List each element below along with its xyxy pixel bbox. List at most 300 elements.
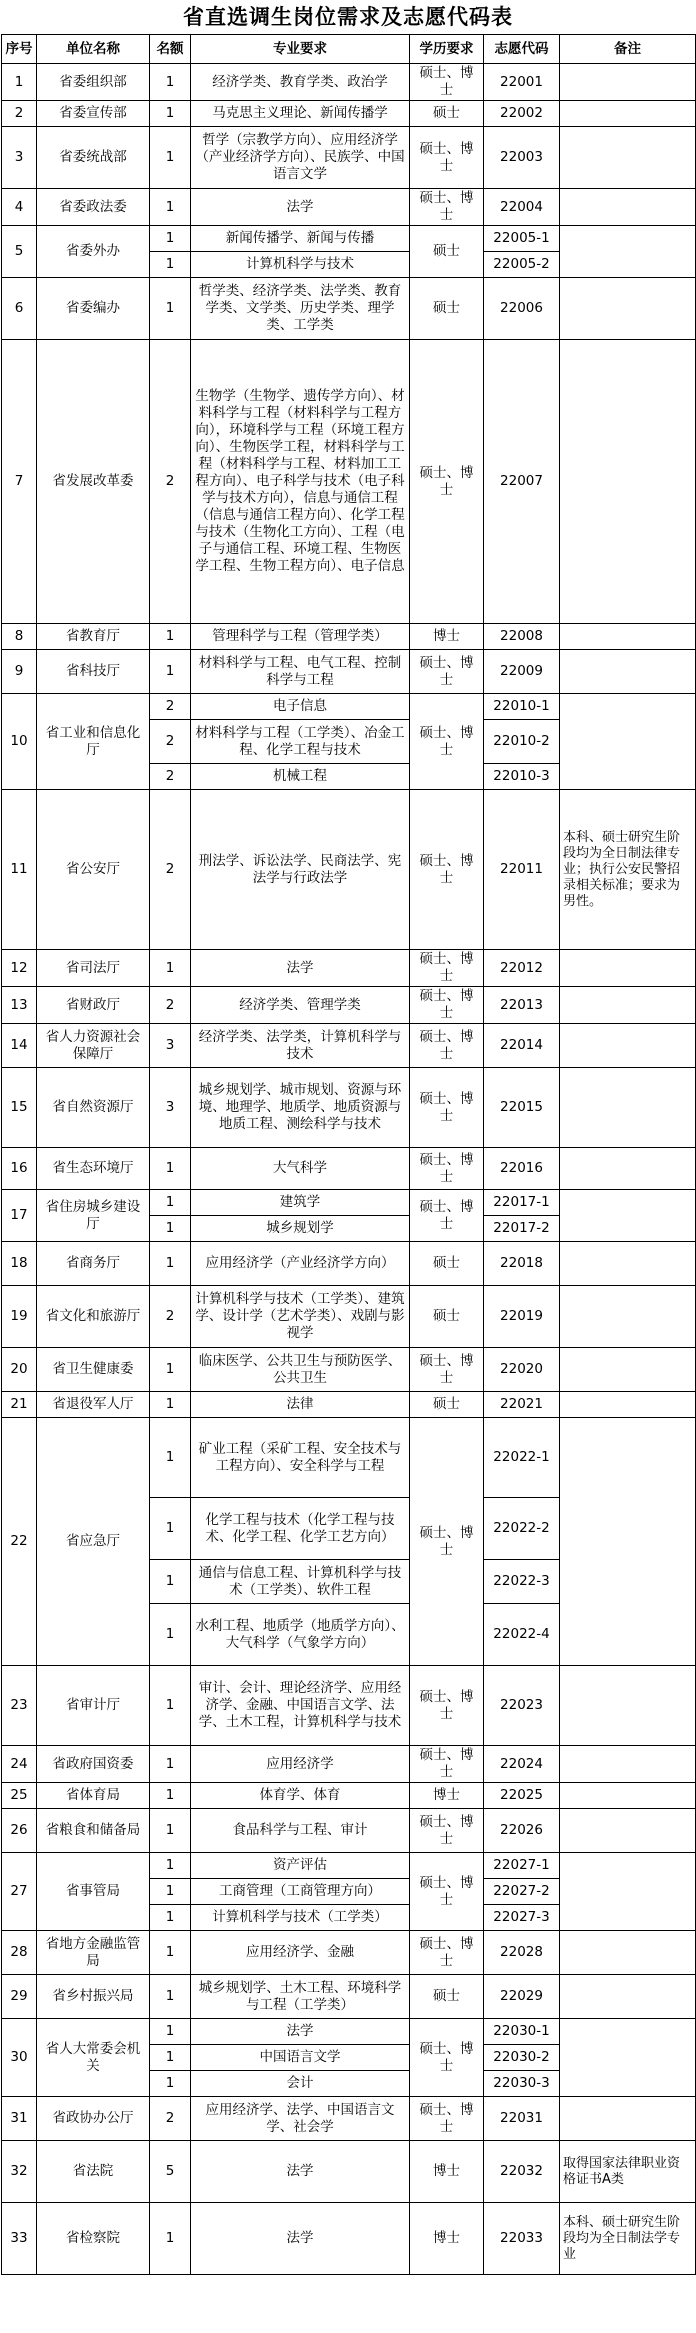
cell-major: 应用经济学（产业经济学方向） bbox=[191, 1242, 410, 1286]
cell-code: 22005-1 bbox=[484, 226, 560, 252]
cell-quota: 1 bbox=[150, 127, 191, 189]
cell-major: 应用经济学、法学、中国语言文学、社会学 bbox=[191, 2097, 410, 2141]
cell-quota: 1 bbox=[150, 650, 191, 694]
cell-note bbox=[560, 127, 696, 189]
cell-quota: 1 bbox=[150, 1905, 191, 1931]
cell-code: 22008 bbox=[484, 624, 560, 650]
cell-major: 计算机科学与技术 bbox=[191, 252, 410, 278]
cell-no: 26 bbox=[2, 1809, 37, 1853]
cell-major: 生物学（生物学、遗传学方向）、材料科学与工程（材料科学与工程方向），环境科学与工程（环境工程方向）、生物医学工程，材料科学与工程（材料科学与工程、材料加工工程方向）、电子科学与技术（电子科学与技术方向），信息与通信工程（信息与通信工程方向）、化学工程与技术（生物化工方向）、工程（电子与通信工程、环境工程、生物医学工程、生物工程方向）、电子信息 bbox=[191, 340, 410, 624]
cell-quota: 1 bbox=[150, 1853, 191, 1879]
cell-no: 14 bbox=[2, 1024, 37, 1068]
table-row bbox=[2, 1286, 696, 1348]
cell-no: 28 bbox=[2, 1931, 37, 1975]
cell-unit: 省工业和信息化厅 bbox=[37, 694, 150, 790]
cell-major: 机械工程 bbox=[191, 764, 410, 790]
cell-note bbox=[560, 950, 696, 987]
cell-unit: 省地方金融监管局 bbox=[37, 1931, 150, 1975]
table-row bbox=[2, 1068, 696, 1148]
cell-degree: 硕士、博士 bbox=[410, 1666, 484, 1746]
cell-degree: 硕士 bbox=[410, 1286, 484, 1348]
cell-quota: 2 bbox=[150, 764, 191, 790]
cell-unit: 省委编办 bbox=[37, 278, 150, 340]
cell-no: 19 bbox=[2, 1286, 37, 1348]
cell-degree: 硕士 bbox=[410, 1392, 484, 1418]
header-degree: 学历要求 bbox=[410, 35, 484, 64]
cell-unit: 省人力资源社会保障厅 bbox=[37, 1024, 150, 1068]
cell-note: 本科、硕士研究生阶段均为全日制法律专业；执行公安民警招录相关标准；要求为男性。 bbox=[560, 790, 696, 950]
cell-note: 取得国家法律职业资格证书A类 bbox=[560, 2141, 696, 2203]
cell-quota: 1 bbox=[150, 2203, 191, 2275]
cell-quota: 1 bbox=[150, 189, 191, 226]
cell-major: 经济学类、教育学类、政治学 bbox=[191, 64, 410, 101]
cell-unit: 省委组织部 bbox=[37, 64, 150, 101]
cell-degree: 博士 bbox=[410, 624, 484, 650]
cell-note bbox=[560, 226, 696, 278]
cell-code: 22005-2 bbox=[484, 252, 560, 278]
cell-quota: 1 bbox=[150, 101, 191, 127]
table-row bbox=[2, 278, 696, 340]
positions-table bbox=[1, 34, 696, 2275]
cell-note bbox=[560, 1024, 696, 1068]
cell-note bbox=[560, 189, 696, 226]
cell-quota: 1 bbox=[150, 1190, 191, 1216]
cell-major: 新闻传播学、新闻与传播 bbox=[191, 226, 410, 252]
cell-major: 法律 bbox=[191, 1392, 410, 1418]
header-no: 序号 bbox=[2, 35, 37, 64]
table-row bbox=[2, 624, 696, 650]
cell-code: 22021 bbox=[484, 1392, 560, 1418]
cell-quota: 1 bbox=[150, 1148, 191, 1190]
cell-no: 16 bbox=[2, 1148, 37, 1190]
cell-code: 22007 bbox=[484, 340, 560, 624]
cell-major: 法学 bbox=[191, 189, 410, 226]
cell-quota: 1 bbox=[150, 1418, 191, 1498]
table-row bbox=[2, 1853, 696, 1879]
cell-code: 22020 bbox=[484, 1348, 560, 1392]
cell-note bbox=[560, 1148, 696, 1190]
cell-no: 3 bbox=[2, 127, 37, 189]
cell-quota: 3 bbox=[150, 1024, 191, 1068]
cell-quota: 2 bbox=[150, 720, 191, 764]
cell-note bbox=[560, 1975, 696, 2019]
cell-no: 2 bbox=[2, 101, 37, 127]
cell-quota: 1 bbox=[150, 1498, 191, 1560]
cell-major: 法学 bbox=[191, 2203, 410, 2275]
table-row bbox=[2, 2203, 696, 2275]
cell-no: 32 bbox=[2, 2141, 37, 2203]
cell-code: 22018 bbox=[484, 1242, 560, 1286]
header-note: 备注 bbox=[560, 35, 696, 64]
cell-note bbox=[560, 64, 696, 101]
cell-no: 1 bbox=[2, 64, 37, 101]
table-row bbox=[2, 2141, 696, 2203]
cell-no: 33 bbox=[2, 2203, 37, 2275]
cell-quota: 1 bbox=[150, 1560, 191, 1604]
cell-quota: 1 bbox=[150, 226, 191, 252]
cell-major: 食品科学与工程、审计 bbox=[191, 1809, 410, 1853]
cell-code: 22027-1 bbox=[484, 1853, 560, 1879]
cell-quota: 2 bbox=[150, 790, 191, 950]
cell-unit: 省生态环境厅 bbox=[37, 1148, 150, 1190]
cell-code: 22026 bbox=[484, 1809, 560, 1853]
cell-note bbox=[560, 1242, 696, 1286]
cell-degree: 硕士、博士 bbox=[410, 694, 484, 790]
cell-note bbox=[560, 1068, 696, 1148]
cell-major: 城乡规划学、土木工程、环境科学与工程（工学类） bbox=[191, 1975, 410, 2019]
cell-code: 22004 bbox=[484, 189, 560, 226]
cell-quota: 1 bbox=[150, 1216, 191, 1242]
cell-note bbox=[560, 278, 696, 340]
cell-code: 22009 bbox=[484, 650, 560, 694]
cell-no: 4 bbox=[2, 189, 37, 226]
cell-no: 21 bbox=[2, 1392, 37, 1418]
cell-note bbox=[560, 2097, 696, 2141]
cell-major: 计算机科学与技术（工学类）、建筑学、设计学（艺术学类）、戏剧与影视学 bbox=[191, 1286, 410, 1348]
cell-unit: 省发展改革委 bbox=[37, 340, 150, 624]
cell-quota: 3 bbox=[150, 1068, 191, 1148]
table-row bbox=[2, 340, 696, 624]
cell-unit: 省政府国资委 bbox=[37, 1746, 150, 1783]
cell-code: 22010-1 bbox=[484, 694, 560, 720]
cell-unit: 省科技厅 bbox=[37, 650, 150, 694]
cell-code: 22010-3 bbox=[484, 764, 560, 790]
cell-major: 水利工程、地质学（地质学方向）、大气科学（气象学方向） bbox=[191, 1604, 410, 1666]
cell-degree: 硕士、博士 bbox=[410, 1024, 484, 1068]
table-row bbox=[2, 1190, 696, 1216]
cell-note bbox=[560, 1190, 696, 1242]
cell-quota: 1 bbox=[150, 64, 191, 101]
cell-note bbox=[560, 2019, 696, 2097]
cell-quota: 2 bbox=[150, 2097, 191, 2141]
cell-degree: 硕士 bbox=[410, 1242, 484, 1286]
cell-major: 法学 bbox=[191, 950, 410, 987]
cell-no: 29 bbox=[2, 1975, 37, 2019]
cell-note bbox=[560, 1418, 696, 1666]
cell-unit: 省公安厅 bbox=[37, 790, 150, 950]
cell-degree: 硕士、博士 bbox=[410, 790, 484, 950]
cell-quota: 2 bbox=[150, 694, 191, 720]
table-row bbox=[2, 950, 696, 987]
cell-degree: 硕士、博士 bbox=[410, 1348, 484, 1392]
cell-degree: 硕士、博士 bbox=[410, 650, 484, 694]
cell-degree: 硕士、博士 bbox=[410, 1931, 484, 1975]
cell-quota: 1 bbox=[150, 2045, 191, 2071]
table-row bbox=[2, 1348, 696, 1392]
cell-code: 22014 bbox=[484, 1024, 560, 1068]
cell-code: 22028 bbox=[484, 1931, 560, 1975]
cell-code: 22027-3 bbox=[484, 1905, 560, 1931]
cell-note bbox=[560, 624, 696, 650]
table-row bbox=[2, 987, 696, 1024]
table-row bbox=[2, 1148, 696, 1190]
cell-code: 22030-1 bbox=[484, 2019, 560, 2045]
cell-quota: 1 bbox=[150, 1975, 191, 2019]
cell-major: 经济学类、法学类，计算机科学与技术 bbox=[191, 1024, 410, 1068]
cell-major: 计算机科学与技术（工学类） bbox=[191, 1905, 410, 1931]
cell-no: 20 bbox=[2, 1348, 37, 1392]
cell-degree: 硕士 bbox=[410, 101, 484, 127]
cell-major: 体育学、体育 bbox=[191, 1783, 410, 1809]
page-title: 省直选调生岗位需求及志愿代码表 bbox=[183, 5, 513, 29]
cell-major: 马克思主义理论、新闻传播学 bbox=[191, 101, 410, 127]
cell-no: 25 bbox=[2, 1783, 37, 1809]
cell-code: 22023 bbox=[484, 1666, 560, 1746]
table-row bbox=[2, 1392, 696, 1418]
cell-note bbox=[560, 1746, 696, 1783]
cell-note bbox=[560, 694, 696, 790]
cell-code: 22032 bbox=[484, 2141, 560, 2203]
cell-no: 15 bbox=[2, 1068, 37, 1148]
cell-code: 22011 bbox=[484, 790, 560, 950]
cell-unit: 省文化和旅游厅 bbox=[37, 1286, 150, 1348]
table-row bbox=[2, 694, 696, 720]
cell-unit: 省检察院 bbox=[37, 2203, 150, 2275]
cell-quota: 2 bbox=[150, 987, 191, 1024]
cell-quota: 1 bbox=[150, 950, 191, 987]
cell-no: 7 bbox=[2, 340, 37, 624]
cell-degree: 硕士 bbox=[410, 226, 484, 278]
table-row bbox=[2, 1242, 696, 1286]
cell-degree: 硕士 bbox=[410, 278, 484, 340]
cell-note bbox=[560, 987, 696, 1024]
cell-code: 22022-3 bbox=[484, 1560, 560, 1604]
cell-code: 22017-2 bbox=[484, 1216, 560, 1242]
cell-unit: 省商务厅 bbox=[37, 1242, 150, 1286]
cell-major: 法学 bbox=[191, 2019, 410, 2045]
cell-quota: 1 bbox=[150, 1604, 191, 1666]
cell-major: 化学工程与技术（化学工程与技术、化学工程、化学工艺方向） bbox=[191, 1498, 410, 1560]
cell-quota: 1 bbox=[150, 1666, 191, 1746]
cell-code: 22006 bbox=[484, 278, 560, 340]
cell-code: 22017-1 bbox=[484, 1190, 560, 1216]
cell-major: 法学 bbox=[191, 2141, 410, 2203]
cell-note bbox=[560, 1853, 696, 1931]
cell-quota: 1 bbox=[150, 252, 191, 278]
cell-unit: 省人大常委会机关 bbox=[37, 2019, 150, 2097]
cell-major: 哲学类、经济学类、法学类、教育学类、文学类、历史学类、理学类、工学类 bbox=[191, 278, 410, 340]
cell-unit: 省财政厅 bbox=[37, 987, 150, 1024]
cell-note bbox=[560, 650, 696, 694]
table-row bbox=[2, 1746, 696, 1783]
cell-degree: 硕士 bbox=[410, 1975, 484, 2019]
table-row bbox=[2, 650, 696, 694]
cell-quota: 1 bbox=[150, 1746, 191, 1783]
cell-code: 22001 bbox=[484, 64, 560, 101]
cell-degree: 博士 bbox=[410, 1783, 484, 1809]
cell-unit: 省退役军人厅 bbox=[37, 1392, 150, 1418]
cell-code: 22019 bbox=[484, 1286, 560, 1348]
table-row bbox=[2, 1809, 696, 1853]
table-row bbox=[2, 64, 696, 101]
cell-unit: 省司法厅 bbox=[37, 950, 150, 987]
cell-major: 管理科学与工程（管理学类） bbox=[191, 624, 410, 650]
table-row bbox=[2, 189, 696, 226]
cell-no: 17 bbox=[2, 1190, 37, 1242]
cell-major: 大气科学 bbox=[191, 1148, 410, 1190]
cell-code: 22030-2 bbox=[484, 2045, 560, 2071]
cell-major: 材料科学与工程（工学类）、冶金工程、化学工程与技术 bbox=[191, 720, 410, 764]
table-row bbox=[2, 1975, 696, 2019]
cell-major: 通信与信息工程、计算机科学与技术（工学类）、软件工程 bbox=[191, 1560, 410, 1604]
cell-major: 城乡规划学 bbox=[191, 1216, 410, 1242]
cell-degree: 硕士、博士 bbox=[410, 1148, 484, 1190]
cell-code: 22012 bbox=[484, 950, 560, 987]
cell-unit: 省教育厅 bbox=[37, 624, 150, 650]
table-row bbox=[2, 790, 696, 950]
cell-major: 应用经济学、金融 bbox=[191, 1931, 410, 1975]
cell-unit: 省法院 bbox=[37, 2141, 150, 2203]
cell-unit: 省委统战部 bbox=[37, 127, 150, 189]
cell-code: 22002 bbox=[484, 101, 560, 127]
cell-note: 本科、硕士研究生阶段均为全日制法学专业 bbox=[560, 2203, 696, 2275]
cell-note bbox=[560, 1392, 696, 1418]
cell-no: 30 bbox=[2, 2019, 37, 2097]
cell-degree: 硕士、博士 bbox=[410, 1746, 484, 1783]
cell-unit: 省应急厅 bbox=[37, 1418, 150, 1666]
cell-note bbox=[560, 1783, 696, 1809]
cell-major: 中国语言文学 bbox=[191, 2045, 410, 2071]
cell-major: 审计、会计、理论经济学、应用经济学、金融、中国语言文学、法学、土木工程，计算机科学与技术 bbox=[191, 1666, 410, 1746]
cell-note bbox=[560, 1286, 696, 1348]
cell-degree: 硕士、博士 bbox=[410, 1068, 484, 1148]
table-row bbox=[2, 101, 696, 127]
cell-code: 22022-4 bbox=[484, 1604, 560, 1666]
cell-code: 22015 bbox=[484, 1068, 560, 1148]
cell-code: 22030-3 bbox=[484, 2071, 560, 2097]
table-row bbox=[2, 1931, 696, 1975]
cell-code: 22029 bbox=[484, 1975, 560, 2019]
table-row bbox=[2, 1418, 696, 1498]
cell-major: 材料科学与工程、电气工程、控制科学与工程 bbox=[191, 650, 410, 694]
cell-no: 8 bbox=[2, 624, 37, 650]
header-quota: 名额 bbox=[150, 35, 191, 64]
cell-degree: 硕士、博士 bbox=[410, 950, 484, 987]
cell-major: 工商管理（工商管理方向） bbox=[191, 1879, 410, 1905]
cell-degree: 博士 bbox=[410, 2203, 484, 2275]
cell-major: 应用经济学 bbox=[191, 1746, 410, 1783]
cell-note bbox=[560, 1809, 696, 1853]
cell-major: 刑法学、诉讼法学、民商法学、宪法学与行政法学 bbox=[191, 790, 410, 950]
cell-major: 临床医学、公共卫生与预防医学、公共卫生 bbox=[191, 1348, 410, 1392]
table-row bbox=[2, 2019, 696, 2045]
cell-major: 建筑学 bbox=[191, 1190, 410, 1216]
cell-quota: 1 bbox=[150, 278, 191, 340]
cell-no: 6 bbox=[2, 278, 37, 340]
cell-degree: 硕士、博士 bbox=[410, 340, 484, 624]
cell-unit: 省乡村振兴局 bbox=[37, 1975, 150, 2019]
cell-code: 22031 bbox=[484, 2097, 560, 2141]
cell-major: 会计 bbox=[191, 2071, 410, 2097]
cell-quota: 1 bbox=[150, 2071, 191, 2097]
table-row bbox=[2, 127, 696, 189]
cell-no: 22 bbox=[2, 1418, 37, 1666]
cell-degree: 博士 bbox=[410, 2141, 484, 2203]
cell-no: 31 bbox=[2, 2097, 37, 2141]
cell-no: 18 bbox=[2, 1242, 37, 1286]
cell-degree: 硕士、博士 bbox=[410, 64, 484, 101]
cell-unit: 省委政法委 bbox=[37, 189, 150, 226]
cell-quota: 1 bbox=[150, 1931, 191, 1975]
header-unit: 单位名称 bbox=[37, 35, 150, 64]
cell-major: 城乡规划学、城市规划、资源与环境、地理学、地质学、地质资源与地质工程、测绘科学与技术 bbox=[191, 1068, 410, 1148]
cell-unit: 省审计厅 bbox=[37, 1666, 150, 1746]
cell-no: 23 bbox=[2, 1666, 37, 1746]
cell-no: 9 bbox=[2, 650, 37, 694]
cell-degree: 硕士、博士 bbox=[410, 1853, 484, 1931]
cell-quota: 2 bbox=[150, 340, 191, 624]
table-row bbox=[2, 226, 696, 252]
cell-unit: 省政协办公厅 bbox=[37, 2097, 150, 2141]
cell-code: 22024 bbox=[484, 1746, 560, 1783]
cell-no: 11 bbox=[2, 790, 37, 950]
cell-unit: 省委宣传部 bbox=[37, 101, 150, 127]
cell-unit: 省体育局 bbox=[37, 1783, 150, 1809]
cell-no: 10 bbox=[2, 694, 37, 790]
cell-unit: 省住房城乡建设厅 bbox=[37, 1190, 150, 1242]
table-row bbox=[2, 1666, 696, 1746]
cell-unit: 省粮食和储备局 bbox=[37, 1809, 150, 1853]
cell-code: 22025 bbox=[484, 1783, 560, 1809]
cell-quota: 1 bbox=[150, 1809, 191, 1853]
cell-quota: 1 bbox=[150, 1348, 191, 1392]
cell-no: 5 bbox=[2, 226, 37, 278]
cell-major: 矿业工程（采矿工程、安全技术与工程方向）、安全科学与工程 bbox=[191, 1418, 410, 1498]
cell-degree: 硕士、博士 bbox=[410, 2019, 484, 2097]
cell-unit: 省委外办 bbox=[37, 226, 150, 278]
cell-code: 22022-2 bbox=[484, 1498, 560, 1560]
cell-unit: 省自然资源厅 bbox=[37, 1068, 150, 1148]
cell-quota: 1 bbox=[150, 1242, 191, 1286]
cell-degree: 硕士、博士 bbox=[410, 2097, 484, 2141]
table-row bbox=[2, 1783, 696, 1809]
cell-code: 22033 bbox=[484, 2203, 560, 2275]
cell-note bbox=[560, 1931, 696, 1975]
header-major: 专业要求 bbox=[191, 35, 410, 64]
cell-quota: 1 bbox=[150, 624, 191, 650]
cell-degree: 硕士、博士 bbox=[410, 189, 484, 226]
table-row bbox=[2, 1024, 696, 1068]
cell-code: 22010-2 bbox=[484, 720, 560, 764]
cell-quota: 5 bbox=[150, 2141, 191, 2203]
cell-degree: 硕士、博士 bbox=[410, 1190, 484, 1242]
cell-no: 13 bbox=[2, 987, 37, 1024]
cell-note bbox=[560, 1348, 696, 1392]
header-row bbox=[2, 35, 696, 64]
cell-major: 哲学（宗教学方向）、应用经济学（产业经济学方向）、民族学、中国语言文学 bbox=[191, 127, 410, 189]
cell-major: 经济学类、管理学类 bbox=[191, 987, 410, 1024]
header-code: 志愿代码 bbox=[484, 35, 560, 64]
cell-unit: 省事管局 bbox=[37, 1853, 150, 1931]
cell-note bbox=[560, 101, 696, 127]
cell-degree: 硕士、博士 bbox=[410, 127, 484, 189]
cell-major: 资产评估 bbox=[191, 1853, 410, 1879]
cell-code: 22022-1 bbox=[484, 1418, 560, 1498]
cell-note bbox=[560, 340, 696, 624]
cell-quota: 1 bbox=[150, 1392, 191, 1418]
cell-code: 22013 bbox=[484, 987, 560, 1024]
cell-code: 22027-2 bbox=[484, 1879, 560, 1905]
cell-quota: 2 bbox=[150, 1286, 191, 1348]
cell-note bbox=[560, 1666, 696, 1746]
cell-degree: 硕士、博士 bbox=[410, 1809, 484, 1853]
cell-quota: 1 bbox=[150, 2019, 191, 2045]
cell-no: 24 bbox=[2, 1746, 37, 1783]
cell-unit: 省卫生健康委 bbox=[37, 1348, 150, 1392]
cell-degree: 硕士、博士 bbox=[410, 987, 484, 1024]
cell-quota: 1 bbox=[150, 1879, 191, 1905]
cell-major: 电子信息 bbox=[191, 694, 410, 720]
